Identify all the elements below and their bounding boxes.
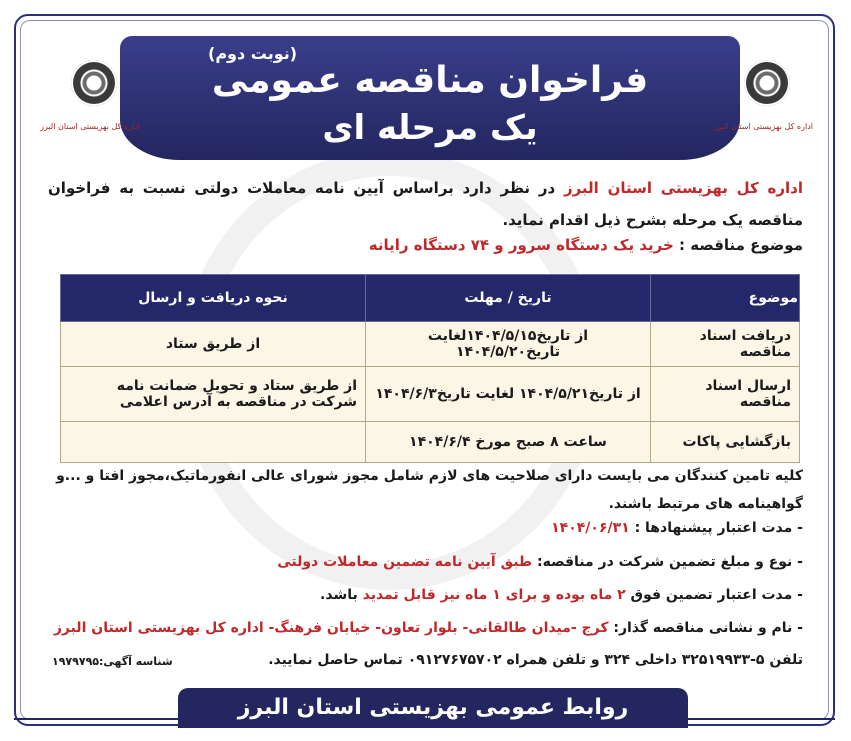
guarantee-period-c: باشد. bbox=[320, 587, 363, 603]
subject-label: موضوع مناقصه : bbox=[673, 236, 803, 254]
table-cell: ساعت ۸ صبح مورخ ۱۴۰۴/۶/۴ bbox=[366, 422, 651, 463]
schedule-table bbox=[60, 274, 800, 463]
logo-right bbox=[713, 60, 813, 160]
logo-left bbox=[40, 60, 140, 160]
tender-subject bbox=[369, 236, 803, 254]
footer-banner: روابط عمومی بهزیستی استان البرز bbox=[178, 688, 688, 728]
table-cell bbox=[61, 422, 366, 463]
table-cell: دریافت اسناد مناقصه bbox=[651, 322, 800, 367]
validity-value: ۱۴۰۴/۰۶/۳۱ bbox=[551, 520, 630, 536]
logo-caption: اداره کل بهزیستی استان البرز bbox=[40, 122, 140, 131]
table-cell: از طریق ستاد bbox=[61, 322, 366, 367]
qualification-text: کلیه تامین کنندگان می بایست دارای صلاحیت های لازم شامل مجوز شورای عالی انفورماتیک،مجوز افتا و ...و گواهینامه های مرتبط باشند. bbox=[56, 468, 803, 512]
guarantee-period-line bbox=[320, 587, 803, 603]
table-cell: از تاریخ۱۴۰۴/۵/۱۵لغایت تاریخ۱۴۰۴/۵/۲۰ bbox=[366, 322, 651, 367]
table-header-row bbox=[61, 275, 800, 322]
guarantee-period-b: ۲ ماه بوده و برای ۱ ماه نیز قابل تمدید bbox=[362, 587, 626, 603]
table-row bbox=[61, 322, 800, 367]
logo-caption: اداره کل بهزیستی استان البرز bbox=[713, 122, 813, 131]
org-name: اداره کل بهزیستی استان البرز bbox=[563, 179, 803, 197]
intro-text: در نظر دارد براساس آیین نامه معاملات دولتی نسبت به فراخوان مناقصه یک مرحله بشرح ذیل اقدام نماید. bbox=[48, 179, 803, 229]
title-line1: فراخوان مناقصه عمومی bbox=[211, 60, 649, 101]
table-cell: ارسال اسناد مناقصه bbox=[651, 367, 800, 422]
title-line2: یک مرحله ای bbox=[322, 108, 538, 148]
address-label: - نام و نشانی مناقصه گذار: bbox=[608, 620, 803, 636]
round-tag: (نوبت دوم) bbox=[208, 44, 298, 63]
intro-paragraph bbox=[48, 172, 803, 236]
guarantee-period-a: - مدت اعتبار تضمین فوق bbox=[625, 587, 803, 603]
header-date: تاریخ / مهلت bbox=[366, 275, 651, 322]
validity-label: - مدت اعتبار پیشنهادها : bbox=[629, 520, 803, 536]
guarantee-label: - نوع و مبلغ تضمین شرکت در مناقصه: bbox=[532, 554, 803, 570]
table-cell: از طریق ستاد و تحویل ضمانت نامه شرکت در مناقصه به آدرس اعلامی bbox=[61, 367, 366, 422]
ad-id: شناسه آگهی:۱۹۷۹۷۹۵ bbox=[52, 655, 173, 668]
behzisti-logo-icon bbox=[744, 60, 790, 106]
table-row bbox=[61, 367, 800, 422]
address-line bbox=[54, 620, 803, 636]
table-cell: بازگشایی پاکات bbox=[651, 422, 800, 463]
header-subject: موضوع bbox=[651, 275, 800, 322]
table-row bbox=[61, 422, 800, 463]
validity-line bbox=[551, 520, 803, 536]
guarantee-line bbox=[277, 554, 803, 570]
guarantee-value: طبق آیین نامه تضمین معاملات دولتی bbox=[277, 554, 533, 570]
phone-line: تلفن ۵-۳۲۵۱۹۹۳۳ داخلی ۳۲۴ و تلفن همراه ۰۹۱۲۷۶۷۵۷۰۲ تماس حاصل نمایید. bbox=[268, 652, 803, 668]
table-cell: از تاریخ۱۴۰۴/۵/۲۱ لغایت تاریخ۱۴۰۴/۶/۳ bbox=[366, 367, 651, 422]
address-value: کرج -میدان طالقانی- بلوار تعاون- خیابان فرهنگ- اداره کل بهزیستی استان البرز bbox=[53, 620, 609, 636]
header-method: نحوه دریافت و ارسال bbox=[61, 275, 366, 322]
subject-value: خرید یک دستگاه سرور و ۷۴ دستگاه رایانه bbox=[368, 236, 674, 254]
behzisti-logo-icon bbox=[71, 60, 117, 106]
